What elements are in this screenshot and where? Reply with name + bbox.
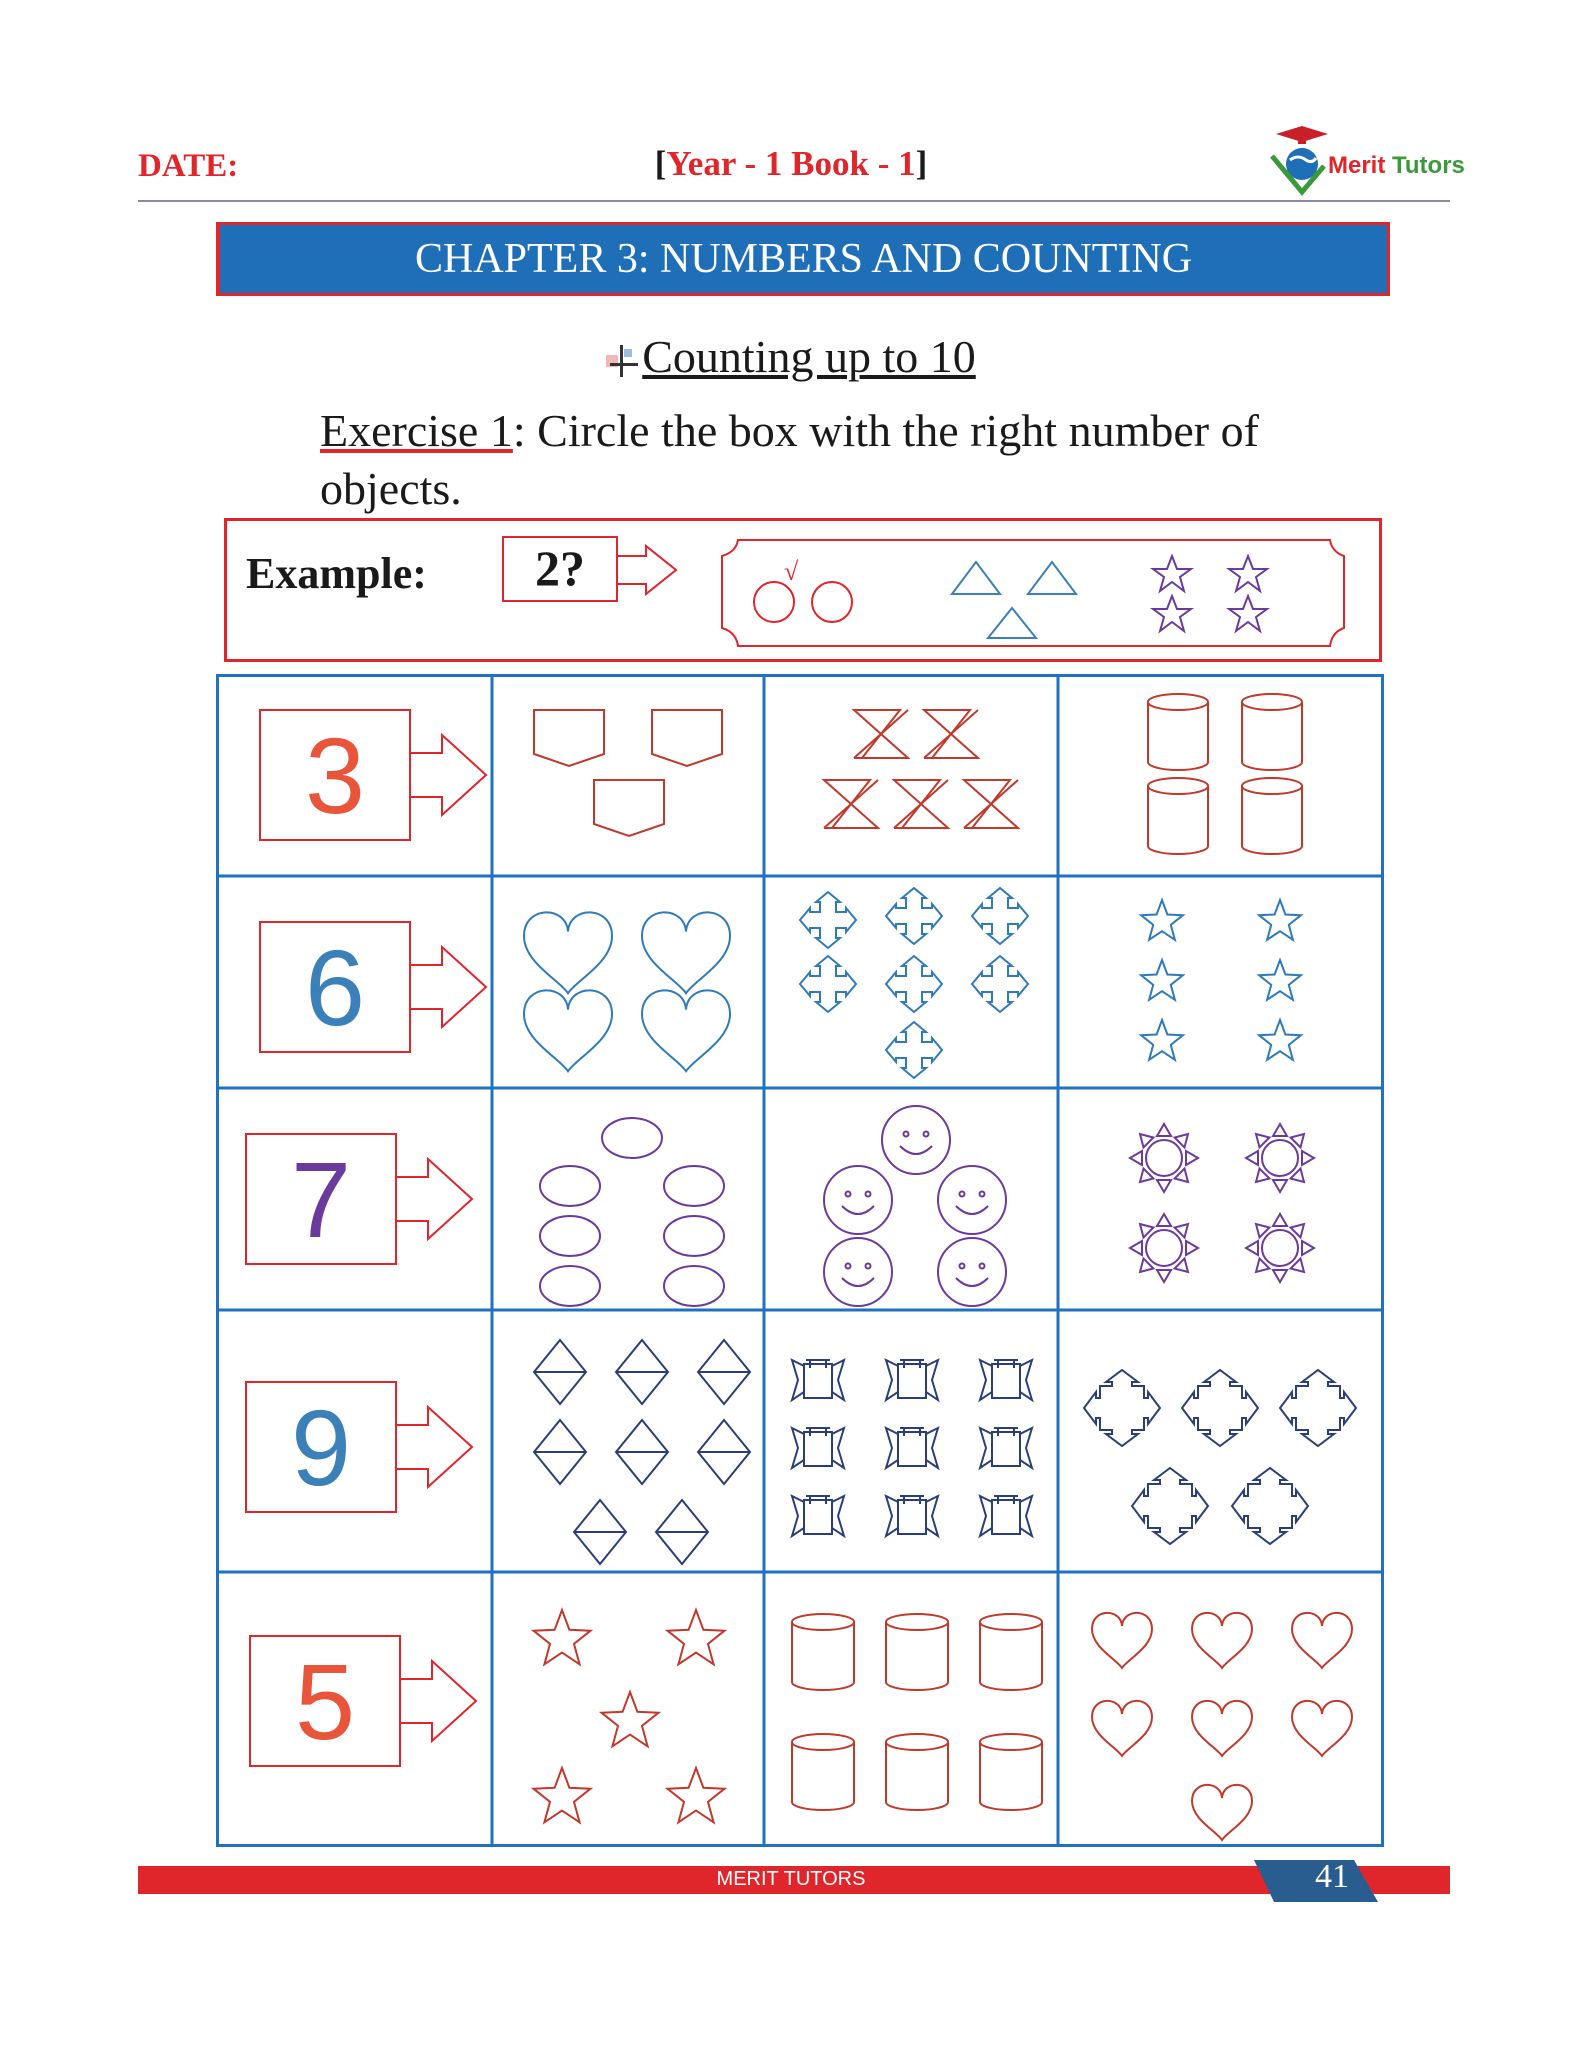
- diamond-shape: [534, 1340, 586, 1404]
- cell-cross-arrows-5: [1084, 1370, 1356, 1544]
- cell-hourglasses: [824, 710, 1018, 828]
- diamond-shape: [656, 1500, 708, 1564]
- diamond-shape: [616, 1420, 668, 1484]
- book-label: [Year - 1 Book - 1]: [654, 144, 928, 183]
- star-shape: [1141, 1020, 1183, 1060]
- cell-smileys-5: [824, 1106, 1006, 1306]
- bow-box-shape: [898, 1500, 926, 1534]
- sun-icon: [1146, 1140, 1182, 1176]
- star-shape: [1141, 960, 1183, 1000]
- arrow-right-icon: [400, 1661, 476, 1741]
- four-way-arrow-icon: [800, 892, 856, 948]
- diamond-shape: [616, 1340, 668, 1404]
- cross-arrow-icon: [1182, 1370, 1258, 1446]
- diamond-shape: [534, 1420, 586, 1484]
- number-box-3: [260, 710, 486, 840]
- smiley-face-icon: [938, 1166, 1006, 1234]
- bow-box-shape: [804, 1500, 832, 1534]
- sun-icon: [1262, 1140, 1298, 1176]
- row-number: 7: [290, 1139, 352, 1260]
- footer-text: MERIT TUTORS: [716, 1868, 866, 1890]
- cell-ovals-7: [540, 1118, 724, 1306]
- bow-box-shape: [992, 1432, 1020, 1466]
- heart-shape: [642, 912, 730, 993]
- logo-text: Merit Tutors: [1328, 152, 1465, 179]
- oval-shape: [664, 1166, 724, 1206]
- number-box-5: [250, 1636, 476, 1766]
- example-triangle-shape: [952, 562, 1000, 594]
- cross-arrow-icon: [1132, 1468, 1208, 1544]
- star-shape: [1141, 900, 1183, 940]
- example-label: Example:: [246, 549, 427, 598]
- oval-shape: [602, 1118, 662, 1158]
- heart-shape: [1092, 1613, 1152, 1668]
- four-way-arrow-icon: [886, 888, 942, 944]
- cylinder-shape: [980, 1614, 1042, 1630]
- heart-shape: [1292, 1701, 1352, 1756]
- example-stars: [1153, 556, 1267, 631]
- exercise-label: Exercise 1: [320, 405, 513, 456]
- example-triangle-shape: [988, 608, 1036, 638]
- bow-box-shape: [804, 1364, 832, 1398]
- star-shape: [534, 1768, 591, 1822]
- example-circle-shape: [754, 582, 794, 622]
- cell-hearts-7: [1092, 1613, 1352, 1840]
- bow-box-shape: [804, 1432, 832, 1466]
- cylinder-shape: [886, 1734, 948, 1750]
- star-shape: [534, 1610, 591, 1664]
- oval-shape: [540, 1216, 600, 1256]
- four-way-arrow-icon: [886, 956, 942, 1012]
- row-number: 9: [290, 1387, 352, 1508]
- smiley-face-icon: [938, 1238, 1006, 1306]
- heart-shape: [524, 990, 612, 1071]
- sun-icon: [1146, 1230, 1182, 1266]
- oval-shape: [664, 1266, 724, 1306]
- arrow-right-icon: [396, 1159, 472, 1239]
- cylinder-shape: [1242, 778, 1302, 794]
- number-box-6: [260, 922, 486, 1052]
- heart-shape: [1192, 1701, 1252, 1756]
- smiley-face-icon: [824, 1238, 892, 1306]
- oval-shape: [664, 1216, 724, 1256]
- pentagon-shape: [534, 710, 604, 766]
- bow-box-shape: [898, 1364, 926, 1398]
- oval-shape: [540, 1166, 600, 1206]
- example-star-shape: [1153, 596, 1191, 631]
- example-star-shape: [1229, 556, 1267, 591]
- sun-icon: [1262, 1230, 1298, 1266]
- cell-diamonds-8: [534, 1340, 750, 1564]
- cell-pentagons: [534, 710, 722, 836]
- cylinder-shape: [886, 1614, 948, 1630]
- star-shape: [602, 1692, 659, 1746]
- star-shape: [668, 1768, 725, 1822]
- cylinder-shape: [980, 1734, 1042, 1750]
- pentagon-shape: [652, 710, 722, 766]
- four-way-arrow-icon: [886, 1022, 942, 1078]
- example-figures: [0, 0, 1582, 700]
- oval-shape: [540, 1266, 600, 1306]
- four-way-arrow-icon: [972, 956, 1028, 1012]
- arrow-right-icon: [410, 735, 486, 815]
- star-shape: [1259, 1020, 1301, 1060]
- row-number: 5: [294, 1641, 356, 1762]
- cell-cylinders-6: [792, 1614, 1042, 1810]
- cylinder-shape: [1148, 778, 1208, 794]
- number-box-9: [246, 1382, 472, 1512]
- cell-stars-5: [534, 1610, 725, 1822]
- cylinder-shape: [792, 1734, 854, 1750]
- cell-cylinders-4: [1148, 694, 1302, 854]
- bow-box-shape: [992, 1500, 1020, 1534]
- diamond-shape: [574, 1500, 626, 1564]
- smiley-face-icon: [824, 1166, 892, 1234]
- diamond-shape: [698, 1420, 750, 1484]
- cylinder-shape: [1242, 694, 1302, 710]
- arrow-right-icon: [410, 947, 486, 1027]
- cell-suns-4: [1130, 1124, 1314, 1282]
- check-mark: √: [784, 557, 799, 586]
- heart-shape: [642, 990, 730, 1071]
- cell-bow-boxes-9: [792, 1360, 1032, 1536]
- number-box-7: [246, 1134, 472, 1264]
- bow-box-shape: [898, 1432, 926, 1466]
- example-triangle-shape: [1028, 562, 1076, 594]
- diamond-shape: [698, 1340, 750, 1404]
- cylinder-shape: [792, 1614, 854, 1630]
- heart-shape: [1192, 1613, 1252, 1668]
- example-star-shape: [1229, 596, 1267, 631]
- cell-cross-arrows-7: [800, 888, 1028, 1078]
- section-subtitle: Counting up to 10: [0, 330, 1582, 383]
- example-number: 2?: [502, 536, 618, 602]
- example-circle-shape: [812, 582, 852, 622]
- cylinder-shape: [1148, 694, 1208, 710]
- counting-grid: [216, 674, 1384, 1848]
- grid-border: [218, 676, 1383, 1846]
- four-way-arrow-icon: [800, 956, 856, 1012]
- four-way-arrow-icon: [972, 888, 1028, 944]
- star-shape: [668, 1610, 725, 1664]
- date-label: DATE:: [138, 148, 239, 184]
- bow-box-shape: [992, 1364, 1020, 1398]
- heart-shape: [1292, 1613, 1352, 1668]
- page-number: 41: [1315, 1858, 1349, 1895]
- cross-arrow-icon: [1084, 1370, 1160, 1446]
- example-arrow-icon: [618, 546, 676, 594]
- arrow-right-icon: [396, 1407, 472, 1487]
- star-shape: [1259, 900, 1301, 940]
- pentagon-shape: [594, 780, 664, 836]
- cell-stars-6: [1141, 900, 1301, 1060]
- smiley-face-icon: [882, 1106, 950, 1174]
- cell-hearts-4: [524, 912, 730, 1071]
- row-number: 3: [304, 715, 366, 836]
- exercise-instruction: Exercise 1: Circle the box with the right number of objects.: [320, 405, 1259, 514]
- heart-shape: [1192, 1785, 1252, 1840]
- cross-arrow-icon: [1232, 1468, 1308, 1544]
- chapter-banner: CHAPTER 3: NUMBERS AND COUNTING: [216, 222, 1390, 296]
- row-number: 6: [304, 927, 366, 1048]
- heart-shape: [1092, 1701, 1152, 1756]
- star-shape: [1259, 960, 1301, 1000]
- cross-arrow-icon: [1280, 1370, 1356, 1446]
- example-star-shape: [1153, 556, 1191, 591]
- heart-shape: [524, 912, 612, 993]
